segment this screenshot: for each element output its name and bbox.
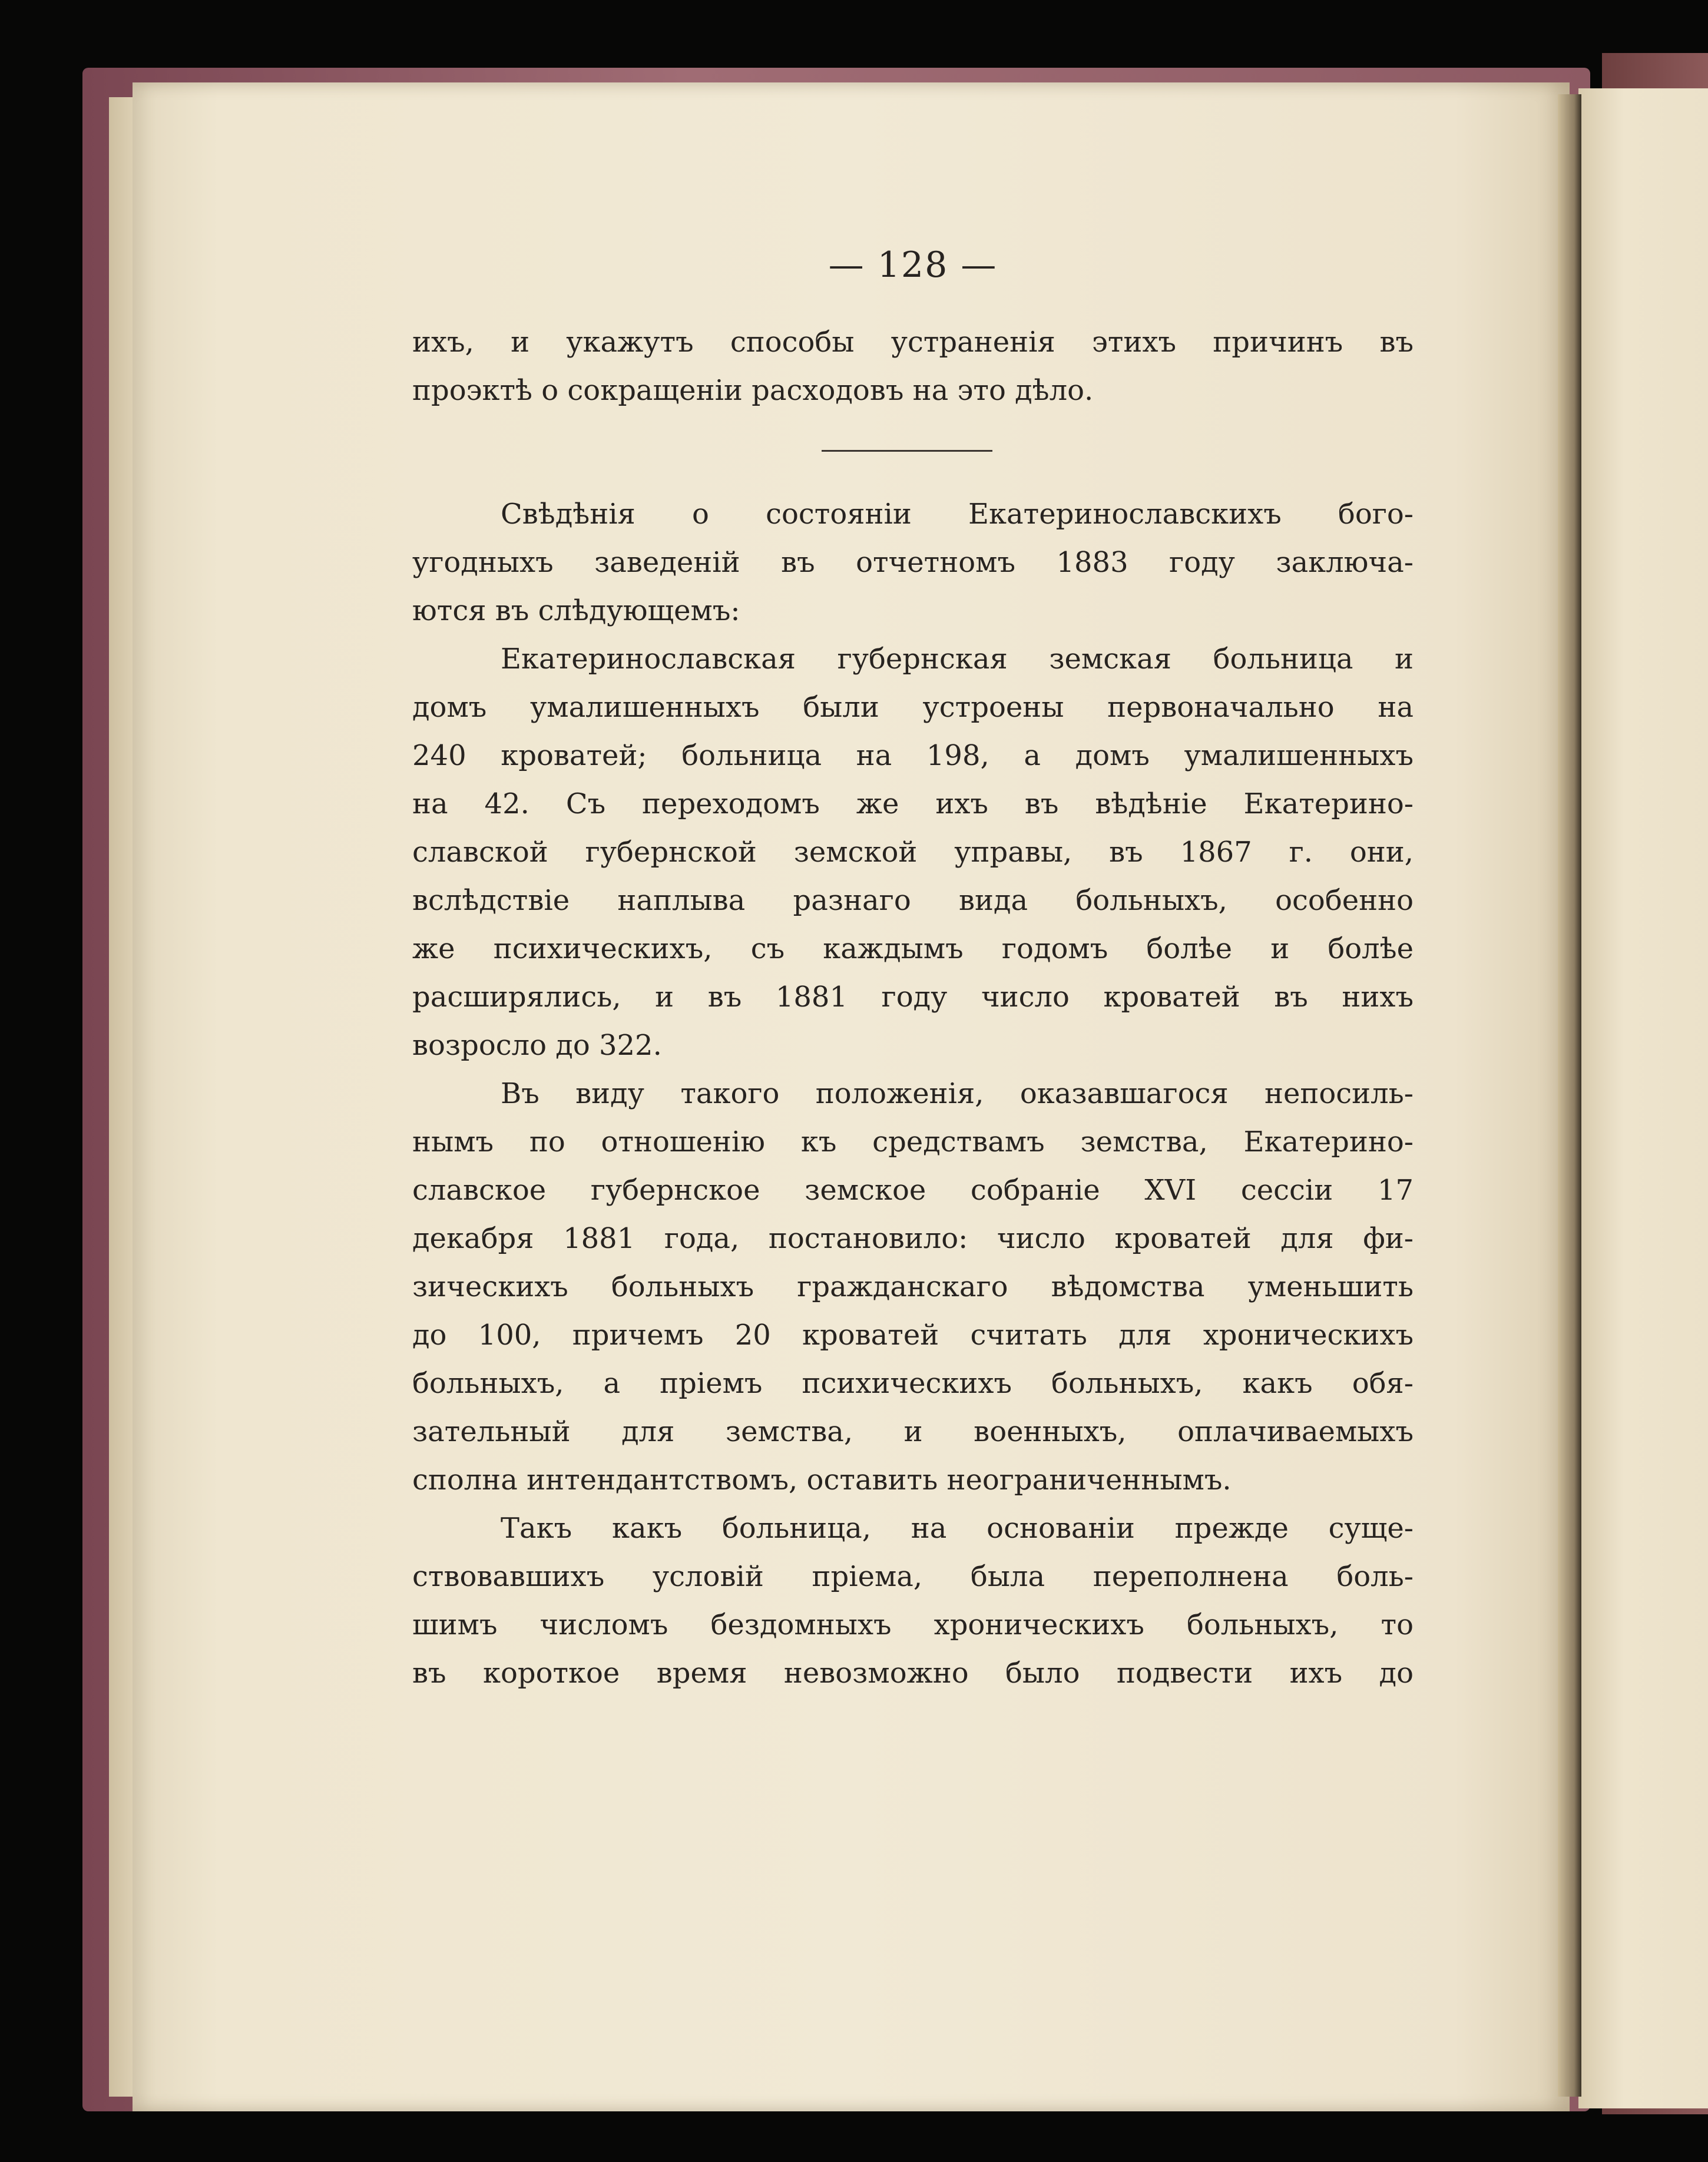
page-body [412,318,1414,1697]
page-gutter [1558,94,1581,2097]
text-line: же психическихъ, съ каждымъ годомъ болѣе и болѣе [412,932,1414,965]
text-line: декабря 1881 года, постановило: число кроватей для фи- [412,1222,1414,1255]
text-line: въ короткое время невозможно было подвести ихъ до [412,1657,1414,1690]
text-line: на 42. Съ переходомъ же ихъ въ вѣдѣніе Екатерино- [412,787,1414,820]
text-line: сполна интендантствомъ, оставить неограниченнымъ. [412,1464,1232,1496]
text-line: до 100, причемъ 20 кроватей считать для хроническихъ [412,1319,1414,1352]
text-line: ихъ, и укажутъ способы устраненія этихъ причинъ въ [412,326,1414,359]
text-line: 240 кроватей; больница на 198, а домъ умалишенныхъ [412,739,1414,772]
page-number: — 128 — [828,244,998,286]
text-line: ствовавшихъ условій пріема, была переполнена боль- [412,1560,1414,1593]
section-gap [412,415,1414,490]
text-line: домъ умалишенныхъ были устроены первоначально на [412,691,1414,724]
facing-page [1578,88,1708,2108]
text-line: вслѣдствіе наплыва разнаго вида больныхъ, особенно [412,884,1414,917]
text-line: угодныхъ заведеній въ отчетномъ 1883 году заключа- [412,546,1414,579]
text-line: проэктѣ о сокращеніи расходовъ на это дѣло. [412,374,1094,407]
text-line: Екатеринославская губернская земская больница и [501,643,1414,676]
text-line: зическихъ больныхъ гражданскаго вѣдомства уменьшить [412,1270,1414,1303]
text-line: славское губернское земское собраніе XVI сессіи 17 [412,1174,1414,1207]
text-line: расширялись, и въ 1881 году число кроватей въ нихъ [412,981,1414,1014]
text-line: зательный для земства, и военныхъ, оплачиваемыхъ [412,1415,1414,1448]
text-line: славской губернской земской управы, въ 1867 г. они, [412,836,1414,869]
text-line: ются въ слѣдующемъ: [412,594,740,627]
text-line: больныхъ, а пріемъ психическихъ больныхъ, какъ обя- [412,1367,1414,1400]
text-line: Въ виду такого положенія, оказавшагося непосиль- [501,1077,1414,1110]
text-line: Свѣдѣнія о состояніи Екатеринославскихъ бого- [501,498,1414,531]
section-divider [822,450,992,452]
text-line: шимъ числомъ бездомныхъ хроническихъ больныхъ, то [412,1608,1414,1641]
text-line: нымъ по отношенію къ средствамъ земства, Екатерино- [412,1125,1414,1158]
text-line: возросло до 322. [412,1029,662,1062]
text-line: Такъ какъ больница, на основаніи прежде суще- [501,1512,1414,1545]
